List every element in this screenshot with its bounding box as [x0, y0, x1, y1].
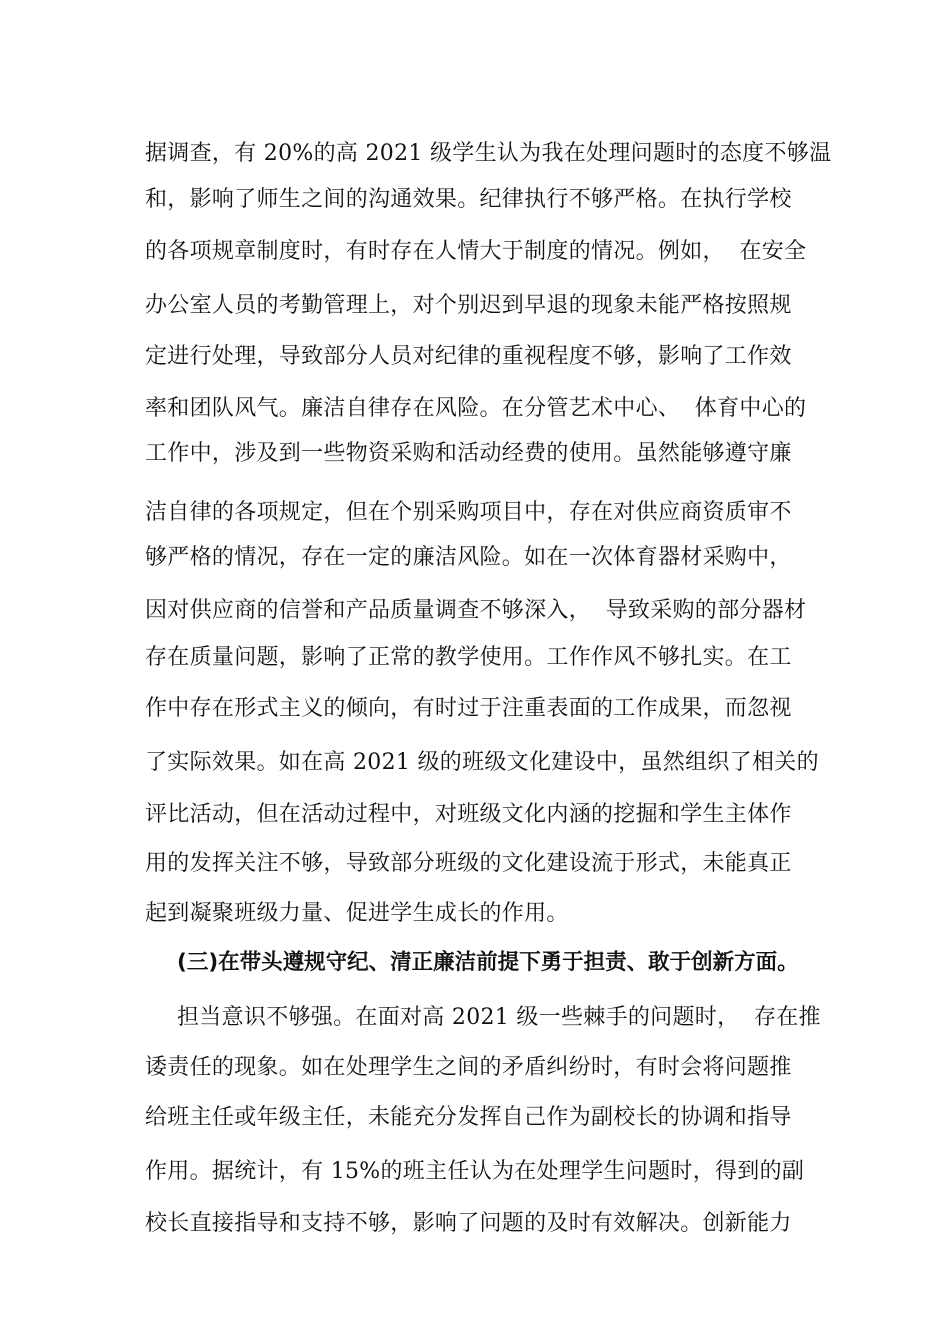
section-heading: (三)在带头遵规守纪、清正廉洁前提下勇于担责、敢于创新方面。: [177, 950, 799, 975]
paragraph1-line-15: 用的发挥关注不够，导致部分班级的文化建设流于形式，未能真正: [145, 851, 792, 876]
paragraph1-line-11: 存在质量问题，影响了正常的教学使用。工作作风不够扎实。在工: [145, 645, 792, 670]
paragraph1-line-9: 够严格的情况，存在一定的廉洁风险。如在一次体育器材采购中，: [145, 545, 792, 570]
paragraph1-line-6: 率和团队风气。廉洁自律存在风险。在分管艺术中心、 体育中心的: [145, 396, 807, 421]
paragraph2-line-3: 给班主任或年级主任，未能充分发挥自己作为副校长的协调和指导: [145, 1105, 792, 1130]
paragraph1-line-3: 的各项规章制度时，有时存在人情大于制度的情况。例如， 在安全: [145, 239, 807, 264]
paragraph2-line-2: 诿责任的现象。如在处理学生之间的矛盾纠纷时，有时会将问题推: [145, 1055, 792, 1080]
paragraph1-line-4: 办公室人员的考勤管理上，对个别迟到早退的现象未能严格按照规: [145, 293, 792, 318]
paragraph1-line-1: 据调查，有 20%的高 2021 级学生认为我在处理问题时的态度不够温: [145, 141, 832, 166]
paragraph1-line-13: 了实际效果。如在高 2021 级的班级文化建设中，虽然组织了相关的: [145, 750, 819, 775]
paragraph1-line-5: 定进行处理，导致部分人员对纪律的重视程度不够，影响了工作效: [145, 344, 792, 369]
paragraph1-line-16: 起到凝聚班级力量、促进学生成长的作用。: [145, 901, 569, 926]
paragraph1-line-12: 作中存在形式主义的倾向，有时过于注重表面的工作成果，而忽视: [145, 696, 792, 721]
paragraph2-line-4: 作用。据统计，有 15%的班主任认为在处理学生问题时，得到的副: [145, 1159, 805, 1184]
paragraph1-line-14: 评比活动，但在活动过程中，对班级文化内涵的挖掘和学生主体作: [145, 802, 792, 827]
paragraph2-line-5: 校长直接指导和支持不够，影响了问题的及时有效解决。创新能力: [145, 1211, 792, 1236]
paragraph1-line-10: 因对供应商的信誉和产品质量调查不够深入， 导致采购的部分器材: [145, 598, 807, 623]
paragraph1-line-7: 工作中，涉及到一些物资采购和活动经费的使用。虽然能够遵守廉: [145, 441, 792, 466]
paragraph1-line-8: 洁自律的各项规定，但在个别采购项目中，存在对供应商资质审不: [145, 500, 792, 525]
paragraph2-line-1: 担当意识不够强。在面对高 2021 级一些棘手的问题时， 存在推: [177, 1005, 821, 1030]
paragraph1-line-2: 和，影响了师生之间的沟通效果。纪律执行不够严格。在执行学校: [145, 187, 792, 212]
